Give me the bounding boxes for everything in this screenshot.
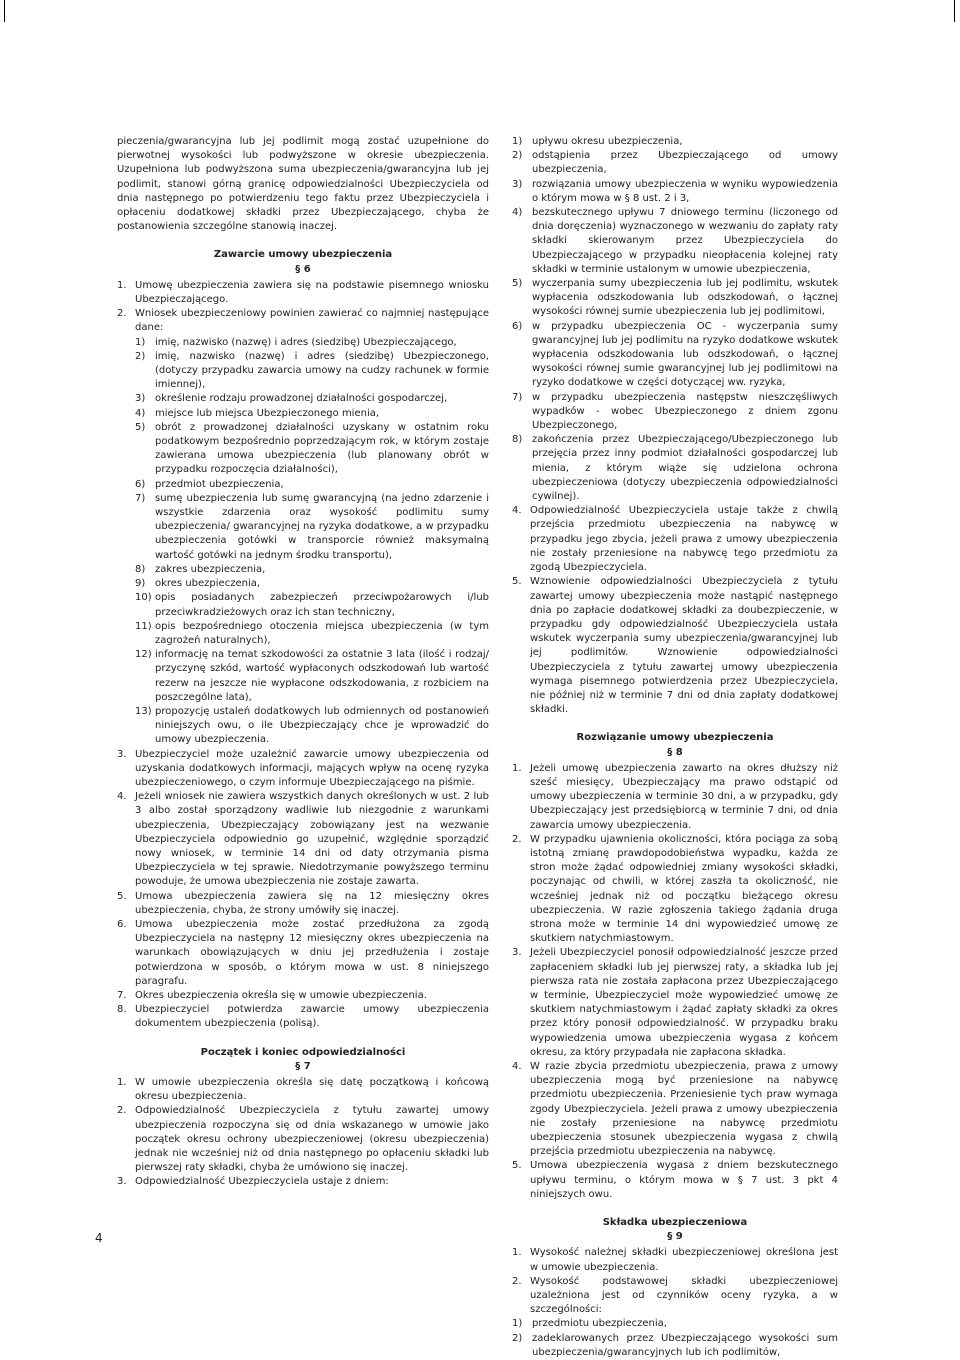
list-item: 11) opis bezpośredniego otoczenia miejsca ubezpieczenia (w tym zagrożeń naturalnych), — [135, 620, 489, 646]
section-9-title: Składka ubezpieczeniowa — [602, 1217, 748, 1229]
clause-7-2: 2. Odpowiedzialność Ubezpieczyciela z tytułu zawartej umowy ubezpieczenia rozpoczyna się od dnia wskazanego w umowie jako początek okresu ochrony ubezpieczeniowej (okresu ubezpieczenia) jednak nie wcześniej niż od dnia następnego po opłaceniu składki lub pierwszej raty składki, chyba że umówiono się inaczej. — [117, 1105, 489, 1174]
intro-paragraph: pieczenia/gwarancyjna lub jej podlimit mogą zostać uzupełnione do pierwotnej wysokości lub podwyższone w okresie ubezpieczenia. Uzupełniona lub podwyższona suma ubezpieczenia/gwarancyjna lub jej podlimit, stanowi górną granicę odpowiedzialności Ubezpieczyciela od dnia następnego po potwierdzeniu tego faktu przez Ubezpieczyciela i opłaceniu dodatkowej składki przez Ubezpieczającego, chyba że postanowienia szczególne stanowią inaczej. — [117, 136, 489, 233]
list-item: 5) obrót z prowadzonej działalności uzyskany w ostatnim roku podatkowym bezpośrednio poprzedzającym rok, w którym zostaje zawierana umowa ubezpieczenia (lub planowany obrót w przypadku rozpoczęcia działalności), — [135, 421, 489, 476]
section-7-number: § 7 — [295, 1060, 311, 1072]
clause-7-1: 1. W umowie ubezpieczenia określa się datę początkową i końcową okresu ubezpieczenia. — [117, 1077, 489, 1103]
clause-6-7: 7. Okres ubezpieczenia określa się w umowie ubezpieczenia. — [117, 989, 427, 1001]
list-item: 13) propozycję ustaleń dodatkowych lub odmiennych od postanowień niniejszych owu, o ile Ubezpieczający chce je wprowadzić do umowy ubezpieczenia. — [135, 705, 489, 746]
page-number: 4 — [95, 1231, 103, 1245]
list-item: 2) odstąpienia przez Ubezpieczającego od umowy ubezpieczenia, — [512, 150, 838, 176]
clause-6-2-list — [135, 336, 489, 748]
list-item: 10) opis posiadanych zabezpieczeń przeciwpożarowych i/lub przeciwkradzieżowych oraz ich stan techniczny, — [135, 592, 489, 618]
clause-9-2-list — [512, 1317, 838, 1360]
list-item: 6) w przypadku ubezpieczenia OC - wyczerpania sumy gwarancyjnej lub jej podlimitu na ryzyko dodatkowe wskutek wypłacenia odszkodowania lub odszkodowań, o łącznej wysokości równej sumie gwarancyjnej lub jej podlimitowi na ryzyko dodatkowe w części dotyczącej ww. ryzyka, — [512, 320, 838, 389]
section-9-number: § 9 — [667, 1231, 683, 1243]
list-item: 1) przedmiotu ubezpieczenia, — [512, 1318, 667, 1330]
right-column — [512, 135, 838, 1360]
list-item: 3) określenie rodzaju prowadzonej działalności gospodarczej, — [135, 393, 448, 405]
clause-6-3: 3. Ubezpieczyciel może uzależnić zawarcie umowy ubezpieczenia od uzyskania dodatkowych informacji, mających wpływ na ocenę ryzyka ubezpieczeniowego, o czym informuje Ubezpieczającego na piśmie. — [117, 748, 489, 788]
clause-8-2: 2. W przypadku ujawnienia okoliczności, która pociąga za sobą istotną zmianę prawdopodobieństwa wypadku, każda ze stron może żądać odpowiedniej zmiany wysokości składki, poczynając od chwili, w której zaszła ta okoliczność, nie wcześniej jednak niż od początku bieżącego okresu ubezpieczenia. W razie zgłoszenia takiego żądania druga strona może w terminie 14 dni wypowiedzieć umowę ze skutkiem natychmiastowym. — [512, 833, 838, 945]
list-item: 4) miejsce lub miejsca Ubezpieczonego mienia, — [135, 407, 380, 419]
list-item: 6) przedmiot ubezpieczenia, — [135, 478, 284, 490]
clause-8-4: 4. W razie zbycia przedmiotu ubezpieczenia, prawa z umowy ubezpieczenia mogą być przeniesione na nabywcę przedmiotu ubezpieczenia. Przeniesienie tych praw wymaga zgody Ubezpieczyciela. Jeżeli prawa z umowy ubezpieczenia nie zostały przeniesione na nabywcę przedmiotu ubezpieczenia stosunek ubezpieczenia wygasa z chwilą przejścia przedmiotu ubezpieczenia na nabywcę. — [512, 1061, 838, 1158]
left-column — [117, 135, 489, 1190]
clause-7-5: 5. Wznowienie odpowiedzialności Ubezpieczyciela z tytułu zawartej umowy ubezpieczenia może nastąpić następnego dnia po zapłacie dodatkowej składki za doubezpieczenie, w przypadku gdy odpowiedzialność Ubezpieczyciela ustała wskutek wyczerpania sumy ubezpieczenia/gwarancyjnej lub jej podlimitów. Wznowienie odpowiedzialności Ubezpieczyciela z tytułu zawartej umowy ubezpieczenia wymaga pisemnego potwierdzenia przez Ubezpieczyciela, nie później niż w terminie 7 dni od dnia zapłaty dodatkowej składki. — [512, 576, 838, 716]
clause-6-2: 2. Wniosek ubezpieczeniowy powinien zawierać co najmniej następujące dane: — [117, 308, 489, 334]
list-item: 1) imię, nazwisko (nazwę) i adres (siedzibę) Ubezpieczającego, — [135, 336, 457, 348]
clause-9-1: 1. Wysokość należnej składki ubezpieczeniowej określona jest w umowie ubezpieczenia. — [512, 1247, 838, 1273]
list-item: 9) okres ubezpieczenia, — [135, 578, 261, 590]
list-item: 8) zakończenia przez Ubezpieczającego/Ubezpieczonego lub przejęcia przez inny podmiot działalności gospodarczej lub mienia, z którym wiąże się udzielona ochrona ubezpieczeniowa (dotyczy ubezpieczenia odpowiedzialności cywilnej). — [512, 434, 838, 503]
clause-7-3-list — [512, 135, 838, 504]
list-item: 2) imię, nazwisko (nazwę) i adres (siedzibę) Ubezpieczonego, (dotyczy przypadku zawarcia umowy na cudzy rachunek w formie imiennej), — [135, 350, 489, 391]
clause-6-5: 5. Umowa ubezpieczenia zawiera się na 12 miesięczny okres ubezpieczenia, chyba, że strony umówiły się inaczej. — [117, 890, 489, 916]
section-6-title: Zawarcie umowy ubezpieczenia — [213, 249, 393, 261]
clause-6-6: 6. Umowa ubezpieczenia może zostać przedłużona za zgodą Ubezpieczyciela na następny 12 miesięczny okres ubezpieczenia na warunkach obowiązujących w dniu jej przedłużenia i zostaje potwierdzona w sposób, o którym mowa w ust. 8 niniejszego paragrafu. — [117, 918, 489, 987]
list-item: 12) informację na temat szkodowości za ostatnie 3 lata (ilość i rodzaj/ przyczynę szkód, wartość wypłaconych odszkodowań lub wartość rezerw na jeszcze nie wypłacone odszkodowania, z rozbiciem na poszczególne lata), — [135, 649, 489, 703]
clause-9-2: 2. Wysokość podstawowej składki ubezpieczeniowej uzależniona jest od czynników oceny ryzyka, a w szczególności: — [512, 1275, 838, 1316]
clause-8-5: 5. Umowa ubezpieczenia wygasa z dniem bezskutecznego upływu terminu, o którym mowa w § 7 ust. 3 pkt 4 niniejszych owu. — [512, 1160, 838, 1200]
clause-8-3: 3. Jeżeli Ubezpieczyciel ponosił odpowiedzialność jeszcze przed zapłaceniem składki lub jej pierwszej raty, a składka lub jej pierwsza rata nie została zapłacona przez Ubezpieczającego w terminie, Ubezpieczyciel może wypowiedzieć umowę ze skutkiem natychmiastowym i żądać zapłaty składki za okres przez który ponosił odpowiedzialność. W przypadku braku wypowiedzenia umowa ubezpieczenia wygasa z końcem okresu, za który przypadała nie zapłacona składka. — [512, 947, 838, 1058]
list-item: 7) w przypadku ubezpieczenia następstw nieszczęśliwych wypadków - wobec Ubezpieczonego z dniem zgonu Ubezpieczonego, — [512, 391, 838, 432]
list-item: 5) wyczerpania sumy ubezpieczenia lub jej podlimitu, wskutek wypłacenia odszkodowania lub odszkodowań, o łącznej wysokości równej sumie ubezpieczenia lub jej podlimitowi, — [512, 278, 838, 318]
list-item: 4) bezskutecznego upływu 7 dniowego terminu (liczonego od dnia doręczenia) wyznaczonego w wezwaniu do zapłaty raty składki skierowanym przez Ubezpieczyciela do Ubezpieczającego w przypadku nieopłacenia kolejnej raty składki w terminie ustalonym w umowie ubezpieczenia, — [512, 207, 838, 275]
section-8-number: § 8 — [667, 746, 683, 758]
list-item: 1) upływu okresu ubezpieczenia, — [512, 136, 683, 147]
clause-7-3: 3. Odpowiedzialność Ubezpieczyciela ustaje z dniem: — [117, 1176, 389, 1188]
section-7-title: Początek i koniec odpowiedzialności — [200, 1046, 406, 1058]
clause-6-8: 8. Ubezpieczyciel potwierdza zawarcie umowy ubezpieczenia dokumentem ubezpieczenia (polisą). — [117, 1004, 489, 1030]
list-item: 3) rozwiązania umowy ubezpieczenia w wyniku wypowiedzenia o którym mowa w § 8 ust. 2 i 3, — [512, 178, 838, 204]
clause-6-1: 1. Umowę ubezpieczenia zawiera się na podstawie pisemnego wniosku Ubezpieczającego. — [117, 279, 489, 306]
list-item: 7) sumę ubezpieczenia lub sumę gwarancyjną (na jedno zdarzenie i wszystkie zdarzenia oraz wysokość podlimitu sumy ubezpieczenia/ gwarancyjnej na ryzyka dodatkowe, a w przypadku ubezpieczenia gotówki w transporcie również maksymalną wartość gotówki na jednym środku transportu), — [135, 492, 489, 561]
section-8-title: Rozwiązanie umowy ubezpieczenia — [576, 732, 774, 744]
section-6-number: § 6 — [295, 263, 311, 275]
clause-8-1: 1. Jeżeli umowę ubezpieczenia zawarto na okres dłuższy niż sześć miesięcy, Ubezpieczający ma prawo odstąpić od umowy ubezpieczenia w terminie 30 dni, a w przypadku, gdy Ubezpieczający jest przedsiębiorcą w terminie 7 dni, od dnia zawarcia umowy ubezpieczenia. — [512, 762, 838, 831]
crop-mark-top-left — [4, 0, 5, 22]
list-item: 2) zadeklarowanych przez Ubezpieczającego wysokości sum ubezpieczenia/gwarancyjnych lub ich podlimitów, — [512, 1332, 838, 1358]
crop-mark-top-right — [954, 0, 955, 22]
list-item: 8) zakres ubezpieczenia, — [135, 563, 266, 575]
clause-7-4: 4. Odpowiedzialność Ubezpieczyciela ustaje także z chwilą przejścia przedmiotu ubezpieczenia na nabywcę w przypadku jego zbycia, jeżeli prawa z umowy ubezpieczenia nie zostały przeniesione na nabywcę tego przedmiotu za zgodą Ubezpieczyciela. — [512, 505, 838, 574]
clause-6-4: 4. Jeżeli wniosek nie zawiera wszystkich danych określonych w ust. 2 lub 3 albo został sporządzony wadliwie lub niezgodnie z warunkami ubezpieczenia, Ubezpieczający zobowiązany jest na wezwanie Ubezpieczyciela odpowiednio go uzupełnić, względnie sporządzić nowy wniosek, w terminie 14 dni od daty otrzymania pisma Ubezpieczyciela w tej sprawie. Niedotrzymanie powyższego terminu powoduje, że umowa ubezpieczenia nie zostaje zawarta. — [117, 791, 489, 888]
